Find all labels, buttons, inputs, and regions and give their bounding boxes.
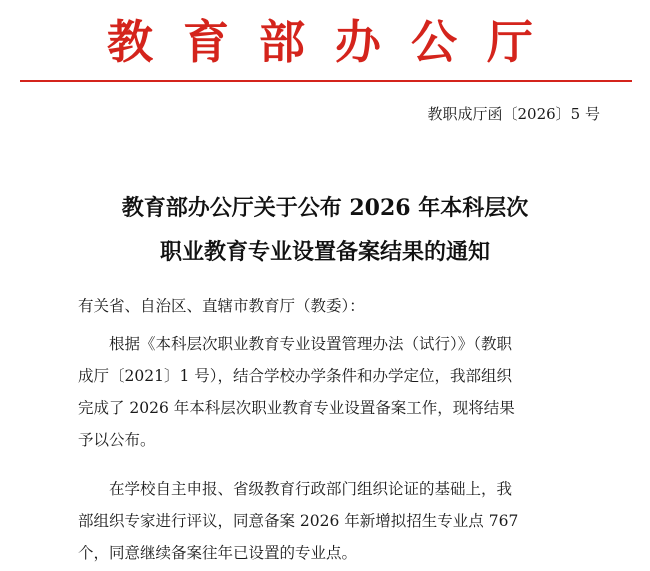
paragraph-line: 予以公布。 [78,431,156,449]
document-title-line-1: 教育部办公厅关于公布 2026 年本科层次 [121,195,529,221]
paragraph-line: 在学校自主申报、省级教育行政部门组织论证的基础上，我 [109,480,513,498]
paragraph-line: 成厅〔2021〕1 号），结合学校办学条件和办学定位，我部组织 [78,367,512,385]
document-title-line-2: 职业教育专业设置备案结果的通知 [159,239,490,265]
paragraph-line: 部组织专家进行评议，同意备案 2026 年新增拟招生专业点 767 [78,512,519,530]
paragraph-line: 个，同意继续备案往年已设置的专业点。 [78,544,358,562]
paragraph-line: 完成了 2026 年本科层次职业教育专业设置备案工作，现将结果 [78,399,515,417]
body-paragraph-2 [78,473,593,569]
red-divider-line [20,80,632,82]
org-header: 教育部办公厅 [107,15,563,69]
paragraph-line: 根据《本科层次职业教育专业设置管理办法（试行）》（教职 [109,335,513,353]
document-number: 教职成厅函〔2026〕5 号 [427,105,600,123]
salutation: 有关省、自治区、直辖市教育厅（教委）： [78,297,365,315]
body-paragraph-1 [78,328,593,456]
